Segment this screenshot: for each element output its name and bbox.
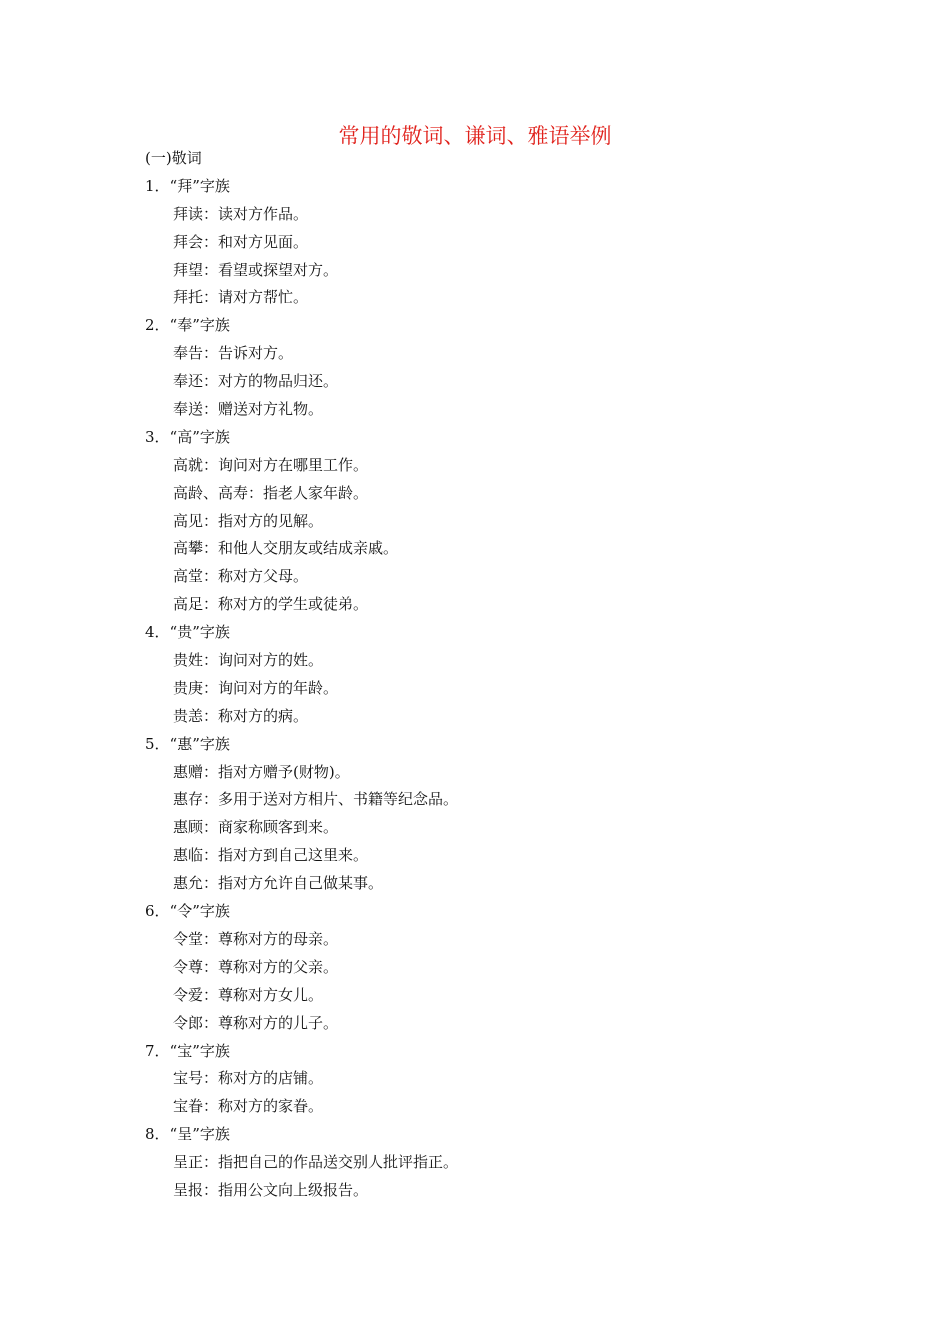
entry-term: 高见 ： — [173, 512, 218, 530]
entry-definition: 告诉对方。 — [218, 344, 294, 363]
entry-term: 贵恙 ： — [173, 707, 218, 725]
entry-row — [145, 870, 865, 898]
entry-row — [145, 1177, 865, 1205]
entry-definition: 尊称对方的儿子。 — [218, 1013, 339, 1032]
entry-row — [145, 368, 865, 396]
document-body — [145, 145, 865, 1205]
entry-term: 拜望 ： — [173, 261, 218, 279]
entry-term: 令爱 ： — [173, 986, 218, 1004]
entry-row — [145, 480, 865, 508]
page-title: 常用的敬词、谦词、雅语举例 — [338, 124, 612, 148]
entry-definition: 和他人交朋友或结成亲戚。 — [218, 539, 399, 558]
entry-row — [145, 1149, 865, 1177]
family-heading: 8．“呈”字族 — [145, 1125, 230, 1144]
entry-definition: 尊称对方女儿。 — [218, 985, 324, 1004]
family-heading: 2．“奉”字族 — [145, 316, 230, 335]
entry-definition: 称对方的店铺。 — [218, 1069, 324, 1088]
entry-term: 呈正 ： — [173, 1153, 218, 1171]
entry-term: 拜会 ： — [173, 233, 218, 251]
entry-term: 贵庚 ： — [173, 679, 218, 697]
entry-term: 奉告 ： — [173, 344, 218, 362]
entry-term: 奉还 ： — [173, 372, 218, 390]
entry-definition: 对方的物品归还。 — [218, 372, 339, 391]
entry-row — [145, 284, 865, 312]
entry-definition: 询问对方在哪里工作。 — [218, 455, 369, 474]
entry-row — [145, 759, 865, 787]
entry-definition: 多用于送对方相片、书籍等纪念品。 — [218, 790, 459, 809]
entry-row — [145, 563, 865, 591]
entry-definition: 称对方的病。 — [218, 706, 309, 725]
entry-row — [145, 982, 865, 1010]
entry-term: 宝眷 ： — [173, 1097, 218, 1115]
entry-term: 奉送 ： — [173, 400, 218, 418]
entry-definition: 指对方赠予(财物)。 — [218, 762, 350, 781]
family-list — [145, 173, 865, 1205]
entry-definition: 询问对方的年龄。 — [218, 678, 339, 697]
family-heading: 6．“令”字族 — [145, 902, 230, 921]
entry-row — [145, 452, 865, 480]
entry-row — [145, 201, 865, 229]
entry-term: 贵姓 ： — [173, 651, 218, 669]
entry-term: 令堂 ： — [173, 930, 218, 948]
entry-term: 宝号 ： — [173, 1069, 218, 1087]
entry-row — [145, 647, 865, 675]
entry-definition: 指对方的见解。 — [218, 511, 324, 530]
entry-term: 拜读 ： — [173, 205, 218, 223]
entry-definition: 询问对方的姓。 — [218, 651, 324, 670]
entry-definition: 和对方见面。 — [218, 232, 309, 251]
entry-row — [145, 675, 865, 703]
entry-definition: 指对方允许自己做某事。 — [218, 874, 384, 893]
entry-definition: 尊称对方的母亲。 — [218, 929, 339, 948]
entry-term: 惠赠 ： — [173, 763, 218, 781]
entry-term: 惠顾 ： — [173, 818, 218, 836]
entry-term: 高攀 ： — [173, 539, 218, 557]
entry-row — [145, 703, 865, 731]
family-heading: 1．“拜”字族 — [145, 176, 230, 195]
entry-definition: 称对方的学生或徒弟。 — [218, 595, 369, 614]
entry-term: 高龄、高寿 ： — [173, 484, 263, 502]
entry-definition: 指用公文向上级报告。 — [218, 1180, 369, 1199]
family-heading: 5．“惠”字族 — [145, 734, 230, 753]
entry-definition: 尊称对方的父亲。 — [218, 957, 339, 976]
family-heading: 7．“宝”字族 — [145, 1041, 230, 1060]
entry-row — [145, 508, 865, 536]
entry-row — [145, 535, 865, 563]
family-heading: 4．“贵”字族 — [145, 623, 230, 642]
entry-definition: 指老人家年龄。 — [263, 483, 369, 502]
entry-term: 拜托 ： — [173, 288, 218, 306]
entry-term: 惠存 ： — [173, 790, 218, 808]
entry-term: 高就 ： — [173, 456, 218, 474]
entry-row — [145, 954, 865, 982]
entry-definition: 指对方到自己这里来。 — [218, 846, 369, 865]
entry-term: 令尊 ： — [173, 958, 218, 976]
entry-definition: 称对方的家眷。 — [218, 1097, 324, 1116]
entry-row — [145, 786, 865, 814]
entry-definition: 赠送对方礼物。 — [218, 400, 324, 419]
entry-term: 高堂 ： — [173, 567, 218, 585]
entry-term: 惠临 ： — [173, 846, 218, 864]
entry-definition: 看望或探望对方。 — [218, 260, 339, 279]
entry-term: 高足 ： — [173, 595, 218, 613]
entry-term: 令郎 ： — [173, 1014, 218, 1032]
entry-row — [145, 396, 865, 424]
entry-row — [145, 257, 865, 285]
entry-definition: 读对方作品。 — [218, 204, 309, 223]
section-heading: (一)敬词 — [145, 149, 202, 167]
entry-row — [145, 926, 865, 954]
entry-row — [145, 814, 865, 842]
entry-row — [145, 1065, 865, 1093]
entry-definition: 商家称顾客到来。 — [218, 818, 339, 837]
entry-definition: 称对方父母。 — [218, 567, 309, 586]
entry-row — [145, 842, 865, 870]
entry-definition: 指把自己的作品送交别人批评指正。 — [218, 1153, 459, 1172]
family-heading: 3．“高”字族 — [145, 427, 230, 446]
entry-row — [145, 1093, 865, 1121]
entry-definition: 请对方帮忙。 — [218, 288, 309, 307]
entry-row — [145, 1010, 865, 1038]
entry-term: 呈报 ： — [173, 1181, 218, 1199]
entry-row — [145, 591, 865, 619]
entry-term: 惠允 ： — [173, 874, 218, 892]
entry-row — [145, 229, 865, 257]
entry-row — [145, 340, 865, 368]
